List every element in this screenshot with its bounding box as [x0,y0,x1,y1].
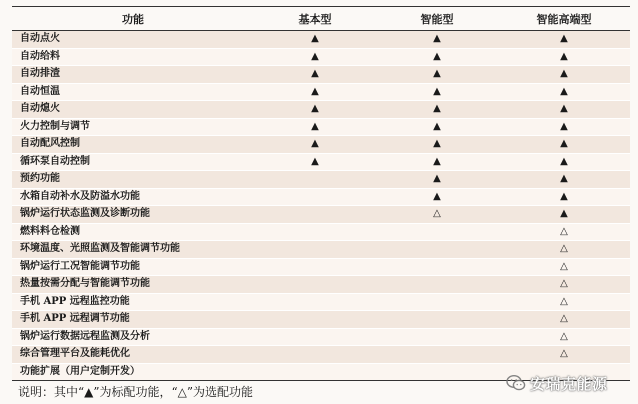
feature-name-cell: 自动恒温 [12,83,254,101]
feature-name-cell: 自动配风控制 [12,136,254,154]
high-end-mark-cell: ▲ [498,48,630,66]
high-end-mark-cell: △ [498,328,630,346]
feature-name-cell: 自动排渣 [12,66,254,84]
table-row [12,171,630,189]
feature-name-cell: 锅炉运行状态监测及诊断功能 [12,206,254,224]
high-end-mark-cell: ▲ [498,101,630,119]
basic-mark-cell [254,363,376,381]
smart-mark-cell: ▲ [376,31,498,49]
smart-mark-cell: ▲ [376,171,498,189]
feature-name-cell: 循环泵自动控制 [12,153,254,171]
high-end-mark-cell: ▲ [498,206,630,224]
high-end-mark-cell: △ [498,311,630,329]
table-row [12,223,630,241]
feature-name-cell: 手机 APP 远程调节功能 [12,311,254,329]
basic-mark-cell [254,276,376,294]
table-row [12,136,630,154]
smart-mark-cell: ▲ [376,66,498,84]
feature-name-cell: 锅炉运行工况智能调节功能 [12,258,254,276]
high-end-mark-cell: △ [498,258,630,276]
watermark-text: 安瑞克能源 [530,374,608,393]
basic-mark-cell: ▲ [254,153,376,171]
table-row [12,311,630,329]
feature-name-cell: 热量按需分配与智能调节功能 [12,276,254,294]
smart-mark-cell [376,241,498,259]
smart-mark-cell [376,363,498,381]
basic-mark-cell [254,258,376,276]
table-row [12,206,630,224]
table-row [12,31,630,49]
table-row [12,258,630,276]
smart-mark-cell [376,346,498,364]
smart-mark-cell [376,311,498,329]
smart-mark-cell: ▲ [376,153,498,171]
basic-mark-cell [254,171,376,189]
feature-comparison-table [12,6,630,381]
table-row [12,346,630,364]
high-end-mark-cell: △ [498,241,630,259]
wechat-icon [506,374,526,392]
high-end-mark-cell: ▲ [498,153,630,171]
table-row [12,241,630,259]
smart-mark-cell [376,276,498,294]
high-end-mark-cell: ▲ [498,66,630,84]
header-basic: 基本型 [254,7,376,31]
table-row [12,118,630,136]
legend-note: 说明：其中“▲”为标配功能，“△”为选配功能 [18,385,253,399]
feature-name-cell: 自动给料 [12,48,254,66]
table-row [12,328,630,346]
basic-mark-cell: ▲ [254,66,376,84]
table-header [12,7,630,31]
basic-mark-cell [254,188,376,206]
smart-mark-cell [376,293,498,311]
feature-name-cell: 功能扩展（用户定制开发） [12,363,254,381]
feature-name-cell: 锅炉运行数据远程监测及分析 [12,328,254,346]
feature-name-cell: 预约功能 [12,171,254,189]
table-row [12,276,630,294]
table-row [12,188,630,206]
feature-name-cell: 手机 APP 远程监控功能 [12,293,254,311]
smart-mark-cell: △ [376,206,498,224]
high-end-mark-cell: ▲ [498,171,630,189]
high-end-mark-cell: ▲ [498,118,630,136]
basic-mark-cell: ▲ [254,136,376,154]
feature-name-cell: 火力控制与调节 [12,118,254,136]
table-body [12,31,630,381]
high-end-mark-cell: △ [498,293,630,311]
basic-mark-cell [254,311,376,329]
table-row [12,101,630,119]
table-header-row [12,7,630,31]
basic-mark-cell: ▲ [254,48,376,66]
high-end-mark-cell: ▲ [498,83,630,101]
smart-mark-cell: ▲ [376,136,498,154]
feature-name-cell: 水箱自动补水及防溢水功能 [12,188,254,206]
smart-mark-cell [376,258,498,276]
basic-mark-cell [254,293,376,311]
high-end-mark-cell: △ [498,276,630,294]
table-row [12,48,630,66]
header-high-end: 智能高端型 [498,7,630,31]
basic-mark-cell [254,328,376,346]
header-smart: 智能型 [376,7,498,31]
basic-mark-cell: ▲ [254,83,376,101]
table-row [12,153,630,171]
basic-mark-cell [254,241,376,259]
high-end-mark-cell: ▲ [498,136,630,154]
basic-mark-cell [254,206,376,224]
smart-mark-cell: ▲ [376,101,498,119]
watermark [506,372,608,394]
smart-mark-cell: ▲ [376,118,498,136]
table-row [12,83,630,101]
high-end-mark-cell: ▲ [498,31,630,49]
table-row [12,293,630,311]
smart-mark-cell [376,223,498,241]
smart-mark-cell: ▲ [376,48,498,66]
basic-mark-cell: ▲ [254,101,376,119]
feature-name-cell: 燃料料仓检测 [12,223,254,241]
smart-mark-cell: ▲ [376,83,498,101]
basic-mark-cell: ▲ [254,31,376,49]
feature-name-cell: 自动熄火 [12,101,254,119]
header-function: 功能 [12,7,254,31]
high-end-mark-cell: △ [498,223,630,241]
feature-name-cell: 综合管理平台及能耗优化 [12,346,254,364]
high-end-mark-cell: △ [498,346,630,364]
table-row [12,66,630,84]
high-end-mark-cell: ▲ [498,188,630,206]
feature-name-cell: 自动点火 [12,31,254,49]
basic-mark-cell: ▲ [254,118,376,136]
smart-mark-cell [376,328,498,346]
feature-name-cell: 环境温度、光照监测及智能调节功能 [12,241,254,259]
smart-mark-cell: ▲ [376,188,498,206]
basic-mark-cell [254,346,376,364]
basic-mark-cell [254,223,376,241]
